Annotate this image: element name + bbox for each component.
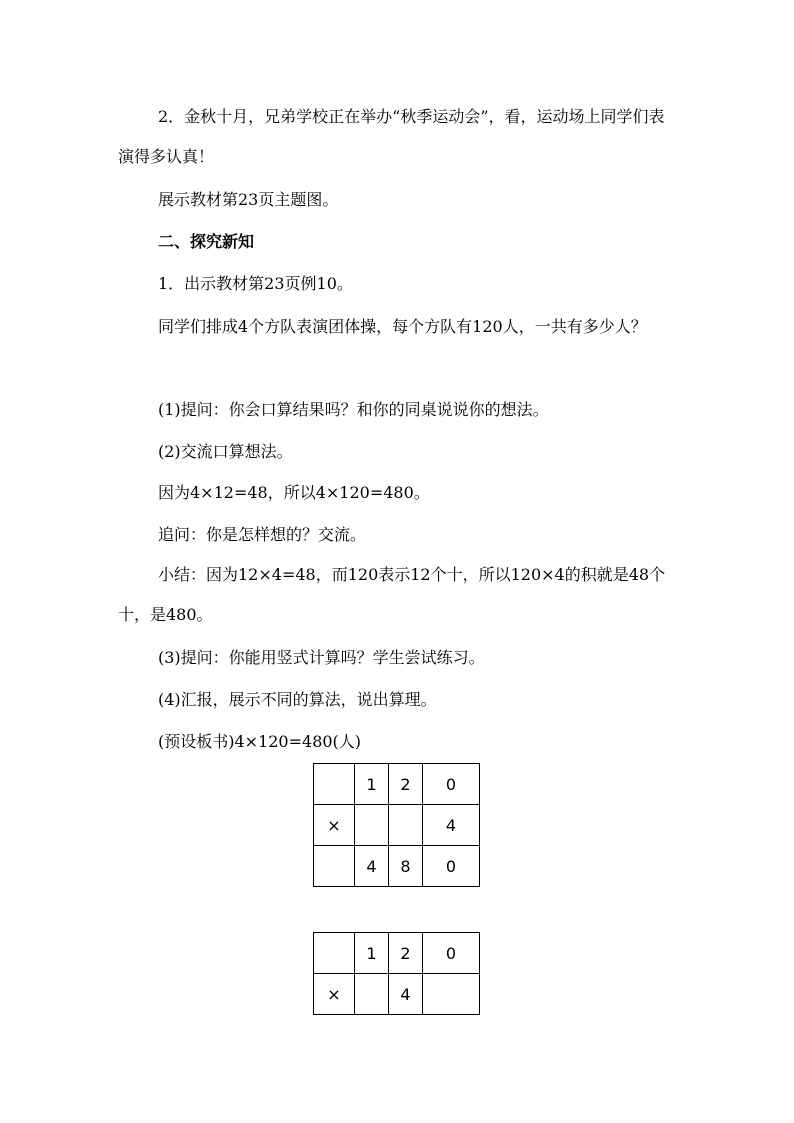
table-cell: × <box>314 805 355 846</box>
table-cell <box>314 846 355 887</box>
paragraph-step-2: (2)交流口算想法。 <box>158 442 293 461</box>
table-row <box>314 846 480 887</box>
paragraph-intro-sports-meet: 2．金秋十月，兄弟学校正在举办“秋季运动会”，看，运动场上同学们表演得多认真！ <box>118 107 665 166</box>
section-heading-explore: 二、探究新知 <box>158 232 255 251</box>
table-cell: 0 <box>423 764 480 805</box>
table-row <box>314 805 480 846</box>
table-cell <box>423 974 480 1015</box>
vertical-calculation-table-2 <box>313 932 480 1015</box>
table-cell: 8 <box>389 846 423 887</box>
paragraph-question-3: (3)提问：你能用竖式计算吗？学生尝试练习。 <box>158 648 485 667</box>
paragraph-reasoning: 因为4×12=48，所以4×120=480。 <box>158 483 430 502</box>
paragraph-board-plan: (预设板书)4×120=480(人) <box>158 732 362 751</box>
paragraph-show-textbook: 展示教材第23页主题图。 <box>158 190 339 209</box>
paragraph-follow-up: 追问：你是怎样想的？交流。 <box>158 525 367 544</box>
table-cell <box>355 805 389 846</box>
paragraph-question-1: (1)提问：你会口算结果吗？和你的同桌说说你的想法。 <box>158 400 549 419</box>
vertical-calculation-table-1 <box>313 763 480 887</box>
paragraph-summary: 小结：因为12×4=48，而120表示12个十，所以120×4的积就是48个十，是480。 <box>118 565 666 624</box>
table-cell: 1 <box>355 933 389 974</box>
table-cell <box>389 805 423 846</box>
table-cell: 1 <box>355 764 389 805</box>
table-cell: 4 <box>389 974 423 1015</box>
table-cell: 4 <box>423 805 480 846</box>
table-cell: 4 <box>355 846 389 887</box>
table-row <box>314 764 480 805</box>
table-row <box>314 933 480 974</box>
paragraph-step-4: (4)汇报，展示不同的算法，说出算理。 <box>158 690 437 709</box>
table-cell <box>314 933 355 974</box>
paragraph-word-problem: 同学们排成4个方队表演团体操，每个方队有120人，一共有多少人？ <box>158 317 647 336</box>
paragraph-example-10: 1．出示教材第23页例10。 <box>158 274 353 293</box>
table-cell: 0 <box>423 846 480 887</box>
table-cell <box>314 764 355 805</box>
table-cell: × <box>314 974 355 1015</box>
table-cell: 0 <box>423 933 480 974</box>
table-cell <box>355 974 389 1015</box>
table-cell: 2 <box>389 764 423 805</box>
table-cell: 2 <box>389 933 423 974</box>
table-row <box>314 974 480 1015</box>
